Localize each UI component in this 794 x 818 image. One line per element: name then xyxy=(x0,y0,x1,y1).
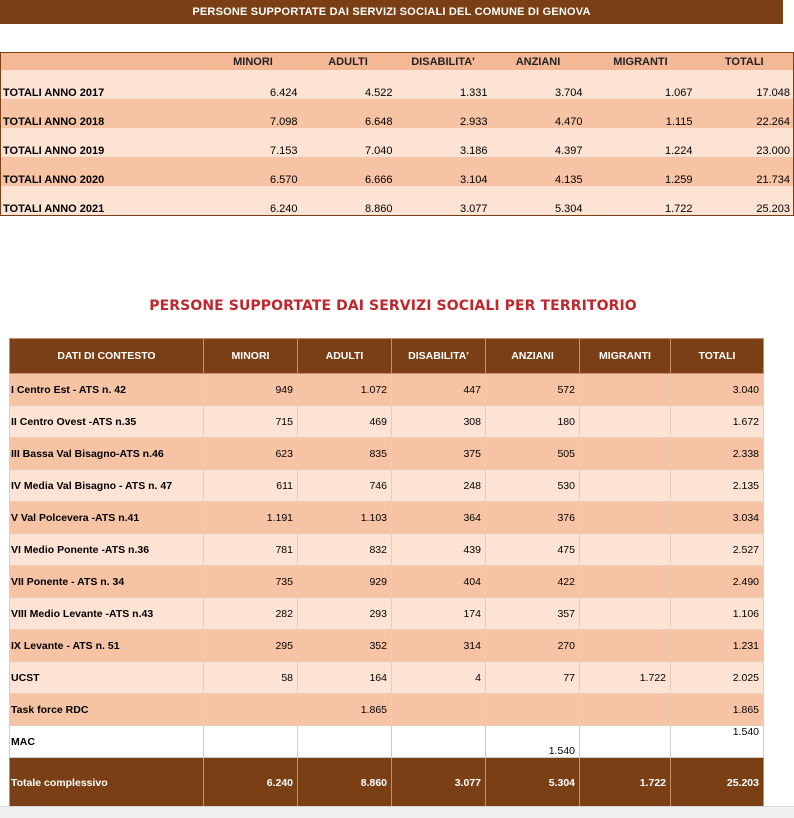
value-cell: 2.025 xyxy=(671,662,764,694)
row-label: Task force RDC xyxy=(10,694,204,726)
row-label: III Bassa Val Bisagno-ATS n.46 xyxy=(10,438,204,470)
table-row xyxy=(1,70,794,99)
header-cell: ANZIANI xyxy=(486,339,580,374)
value-cell: 1.540 xyxy=(671,726,764,758)
total-value-cell: 1.722 xyxy=(580,758,671,808)
value-cell: 469 xyxy=(298,406,392,438)
value-cell: 1.106 xyxy=(671,598,764,630)
value-cell: 174 xyxy=(392,598,486,630)
value-cell: 1.115 xyxy=(586,99,696,128)
value-cell: 1.865 xyxy=(671,694,764,726)
value-cell xyxy=(580,694,671,726)
row-label: VIII Medio Levante -ATS n.43 xyxy=(10,598,204,630)
value-cell xyxy=(580,534,671,566)
total-value-cell: 8.860 xyxy=(298,758,392,808)
table-row xyxy=(10,502,764,534)
top-table-title: PERSONE SUPPORTATE DAI SERVIZI SOCIALI DEL COMUNE DI GENOVA xyxy=(0,0,783,24)
value-cell: 1.224 xyxy=(586,128,696,157)
value-cell: 357 xyxy=(486,598,580,630)
value-cell: 781 xyxy=(204,534,298,566)
value-cell: 4.135 xyxy=(491,157,586,186)
table-row xyxy=(1,157,794,186)
value-cell: 1.259 xyxy=(586,157,696,186)
value-cell: 1.722 xyxy=(586,186,696,216)
table-row xyxy=(1,99,794,128)
value-cell: 21.734 xyxy=(696,157,794,186)
value-cell xyxy=(580,470,671,502)
value-cell: 3.186 xyxy=(396,128,491,157)
value-cell: 2.527 xyxy=(671,534,764,566)
value-cell: 530 xyxy=(486,470,580,502)
value-cell: 735 xyxy=(204,566,298,598)
value-cell: 623 xyxy=(204,438,298,470)
value-cell: 4.522 xyxy=(301,70,396,99)
value-cell xyxy=(580,374,671,406)
value-cell: 6.424 xyxy=(206,70,301,99)
row-label: V Val Polcevera -ATS n.41 xyxy=(10,502,204,534)
value-cell: 17.048 xyxy=(696,70,794,99)
value-cell: 1.067 xyxy=(586,70,696,99)
value-cell: 3.034 xyxy=(671,502,764,534)
value-cell xyxy=(486,694,580,726)
value-cell: 439 xyxy=(392,534,486,566)
row-label: TOTALI ANNO 2020 xyxy=(1,157,206,186)
header-cell: ADULTI xyxy=(301,53,396,71)
value-cell: 22.264 xyxy=(696,99,794,128)
table-row xyxy=(10,726,764,758)
row-label: IX Levante - ATS n. 51 xyxy=(10,630,204,662)
value-cell: 3.040 xyxy=(671,374,764,406)
value-cell: 282 xyxy=(204,598,298,630)
row-label: TOTALI ANNO 2021 xyxy=(1,186,206,216)
total-value-cell: 6.240 xyxy=(204,758,298,808)
table-row xyxy=(10,598,764,630)
total-value-cell: 3.077 xyxy=(392,758,486,808)
value-cell xyxy=(580,598,671,630)
value-cell: 4.470 xyxy=(491,99,586,128)
value-cell: 23.000 xyxy=(696,128,794,157)
value-cell: 164 xyxy=(298,662,392,694)
header-cell: MIGRANTI xyxy=(580,339,671,374)
row-label: TOTALI ANNO 2018 xyxy=(1,99,206,128)
row-label: TOTALI ANNO 2019 xyxy=(1,128,206,157)
value-cell: 949 xyxy=(204,374,298,406)
value-cell xyxy=(298,726,392,758)
value-cell: 6.648 xyxy=(301,99,396,128)
value-cell: 352 xyxy=(298,630,392,662)
value-cell: 270 xyxy=(486,630,580,662)
value-cell: 1.672 xyxy=(671,406,764,438)
total-row xyxy=(10,758,764,808)
value-cell xyxy=(204,694,298,726)
value-cell xyxy=(580,566,671,598)
value-cell: 1.103 xyxy=(298,502,392,534)
header-cell: MINORI xyxy=(206,53,301,71)
value-cell: 1.865 xyxy=(298,694,392,726)
value-cell xyxy=(392,726,486,758)
value-cell: 376 xyxy=(486,502,580,534)
territory-table xyxy=(9,338,764,808)
territory-header-row xyxy=(10,339,764,374)
row-label: UCST xyxy=(10,662,204,694)
value-cell: 4 xyxy=(392,662,486,694)
value-cell xyxy=(580,406,671,438)
table-row xyxy=(10,438,764,470)
value-cell: 180 xyxy=(486,406,580,438)
yearly-header-row xyxy=(1,53,794,71)
value-cell: 2.490 xyxy=(671,566,764,598)
value-cell: 77 xyxy=(486,662,580,694)
header-cell xyxy=(1,53,206,71)
value-cell: 2.933 xyxy=(396,99,491,128)
value-cell: 58 xyxy=(204,662,298,694)
value-cell: 3.104 xyxy=(396,157,491,186)
value-cell: 422 xyxy=(486,566,580,598)
header-cell: DATI DI CONTESTO xyxy=(10,339,204,374)
value-cell: 715 xyxy=(204,406,298,438)
value-cell xyxy=(392,694,486,726)
header-cell: MINORI xyxy=(204,339,298,374)
value-cell: 2.135 xyxy=(671,470,764,502)
value-cell: 6.240 xyxy=(206,186,301,216)
value-cell: 404 xyxy=(392,566,486,598)
value-cell: 3.704 xyxy=(491,70,586,99)
table-row xyxy=(10,630,764,662)
header-cell: ANZIANI xyxy=(491,53,586,71)
value-cell: 7.040 xyxy=(301,128,396,157)
header-cell: DISABILITA' xyxy=(392,339,486,374)
header-cell: MIGRANTI xyxy=(586,53,696,71)
value-cell: 505 xyxy=(486,438,580,470)
total-label: Totale complessivo xyxy=(10,758,204,808)
value-cell: 475 xyxy=(486,534,580,566)
row-label: VI Medio Ponente -ATS n.36 xyxy=(10,534,204,566)
value-cell: 746 xyxy=(298,470,392,502)
value-cell: 295 xyxy=(204,630,298,662)
value-cell: 8.860 xyxy=(301,186,396,216)
total-value-cell: 5.304 xyxy=(486,758,580,808)
value-cell: 1.191 xyxy=(204,502,298,534)
value-cell: 3.077 xyxy=(396,186,491,216)
table-row xyxy=(10,566,764,598)
value-cell: 447 xyxy=(392,374,486,406)
value-cell: 25.203 xyxy=(696,186,794,216)
value-cell: 929 xyxy=(298,566,392,598)
value-cell: 308 xyxy=(392,406,486,438)
value-cell: 248 xyxy=(392,470,486,502)
value-cell: 2.338 xyxy=(671,438,764,470)
header-cell: TOTALI xyxy=(671,339,764,374)
value-cell: 293 xyxy=(298,598,392,630)
table-row xyxy=(10,534,764,566)
value-cell: 1.722 xyxy=(580,662,671,694)
value-cell: 4.397 xyxy=(491,128,586,157)
value-cell: 7.098 xyxy=(206,99,301,128)
value-cell: 6.666 xyxy=(301,157,396,186)
value-cell xyxy=(580,438,671,470)
value-cell xyxy=(580,502,671,534)
row-label: I Centro Est - ATS n. 42 xyxy=(10,374,204,406)
value-cell: 572 xyxy=(486,374,580,406)
value-cell: 7.153 xyxy=(206,128,301,157)
value-cell: 832 xyxy=(298,534,392,566)
row-label: MAC xyxy=(10,726,204,758)
value-cell: 5.304 xyxy=(491,186,586,216)
table-row xyxy=(10,694,764,726)
table-row xyxy=(1,186,794,216)
value-cell: 314 xyxy=(392,630,486,662)
row-label: VII Ponente - ATS n. 34 xyxy=(10,566,204,598)
row-label: TOTALI ANNO 2017 xyxy=(1,70,206,99)
value-cell xyxy=(204,726,298,758)
territory-section-title: PERSONE SUPPORTATE DAI SERVIZI SOCIALI PER TERRITORIO xyxy=(149,298,637,314)
header-cell: TOTALI xyxy=(696,53,794,71)
yearly-totals-table xyxy=(0,52,794,216)
value-cell: 1.231 xyxy=(671,630,764,662)
value-cell xyxy=(580,726,671,758)
value-cell: 364 xyxy=(392,502,486,534)
table-row xyxy=(10,406,764,438)
value-cell: 1.540 xyxy=(486,726,580,758)
table-row xyxy=(10,470,764,502)
value-cell: 835 xyxy=(298,438,392,470)
table-row xyxy=(10,374,764,406)
row-label: II Centro Ovest -ATS n.35 xyxy=(10,406,204,438)
table-row xyxy=(1,128,794,157)
value-cell xyxy=(580,630,671,662)
page-bottom-edge xyxy=(0,806,794,818)
value-cell: 611 xyxy=(204,470,298,502)
total-value-cell: 25.203 xyxy=(671,758,764,808)
header-cell: ADULTI xyxy=(298,339,392,374)
value-cell: 375 xyxy=(392,438,486,470)
value-cell: 1.331 xyxy=(396,70,491,99)
row-label: IV Media Val Bisagno - ATS n. 47 xyxy=(10,470,204,502)
table-row xyxy=(10,662,764,694)
value-cell: 1.072 xyxy=(298,374,392,406)
value-cell: 6.570 xyxy=(206,157,301,186)
header-cell: DISABILITA' xyxy=(396,53,491,71)
